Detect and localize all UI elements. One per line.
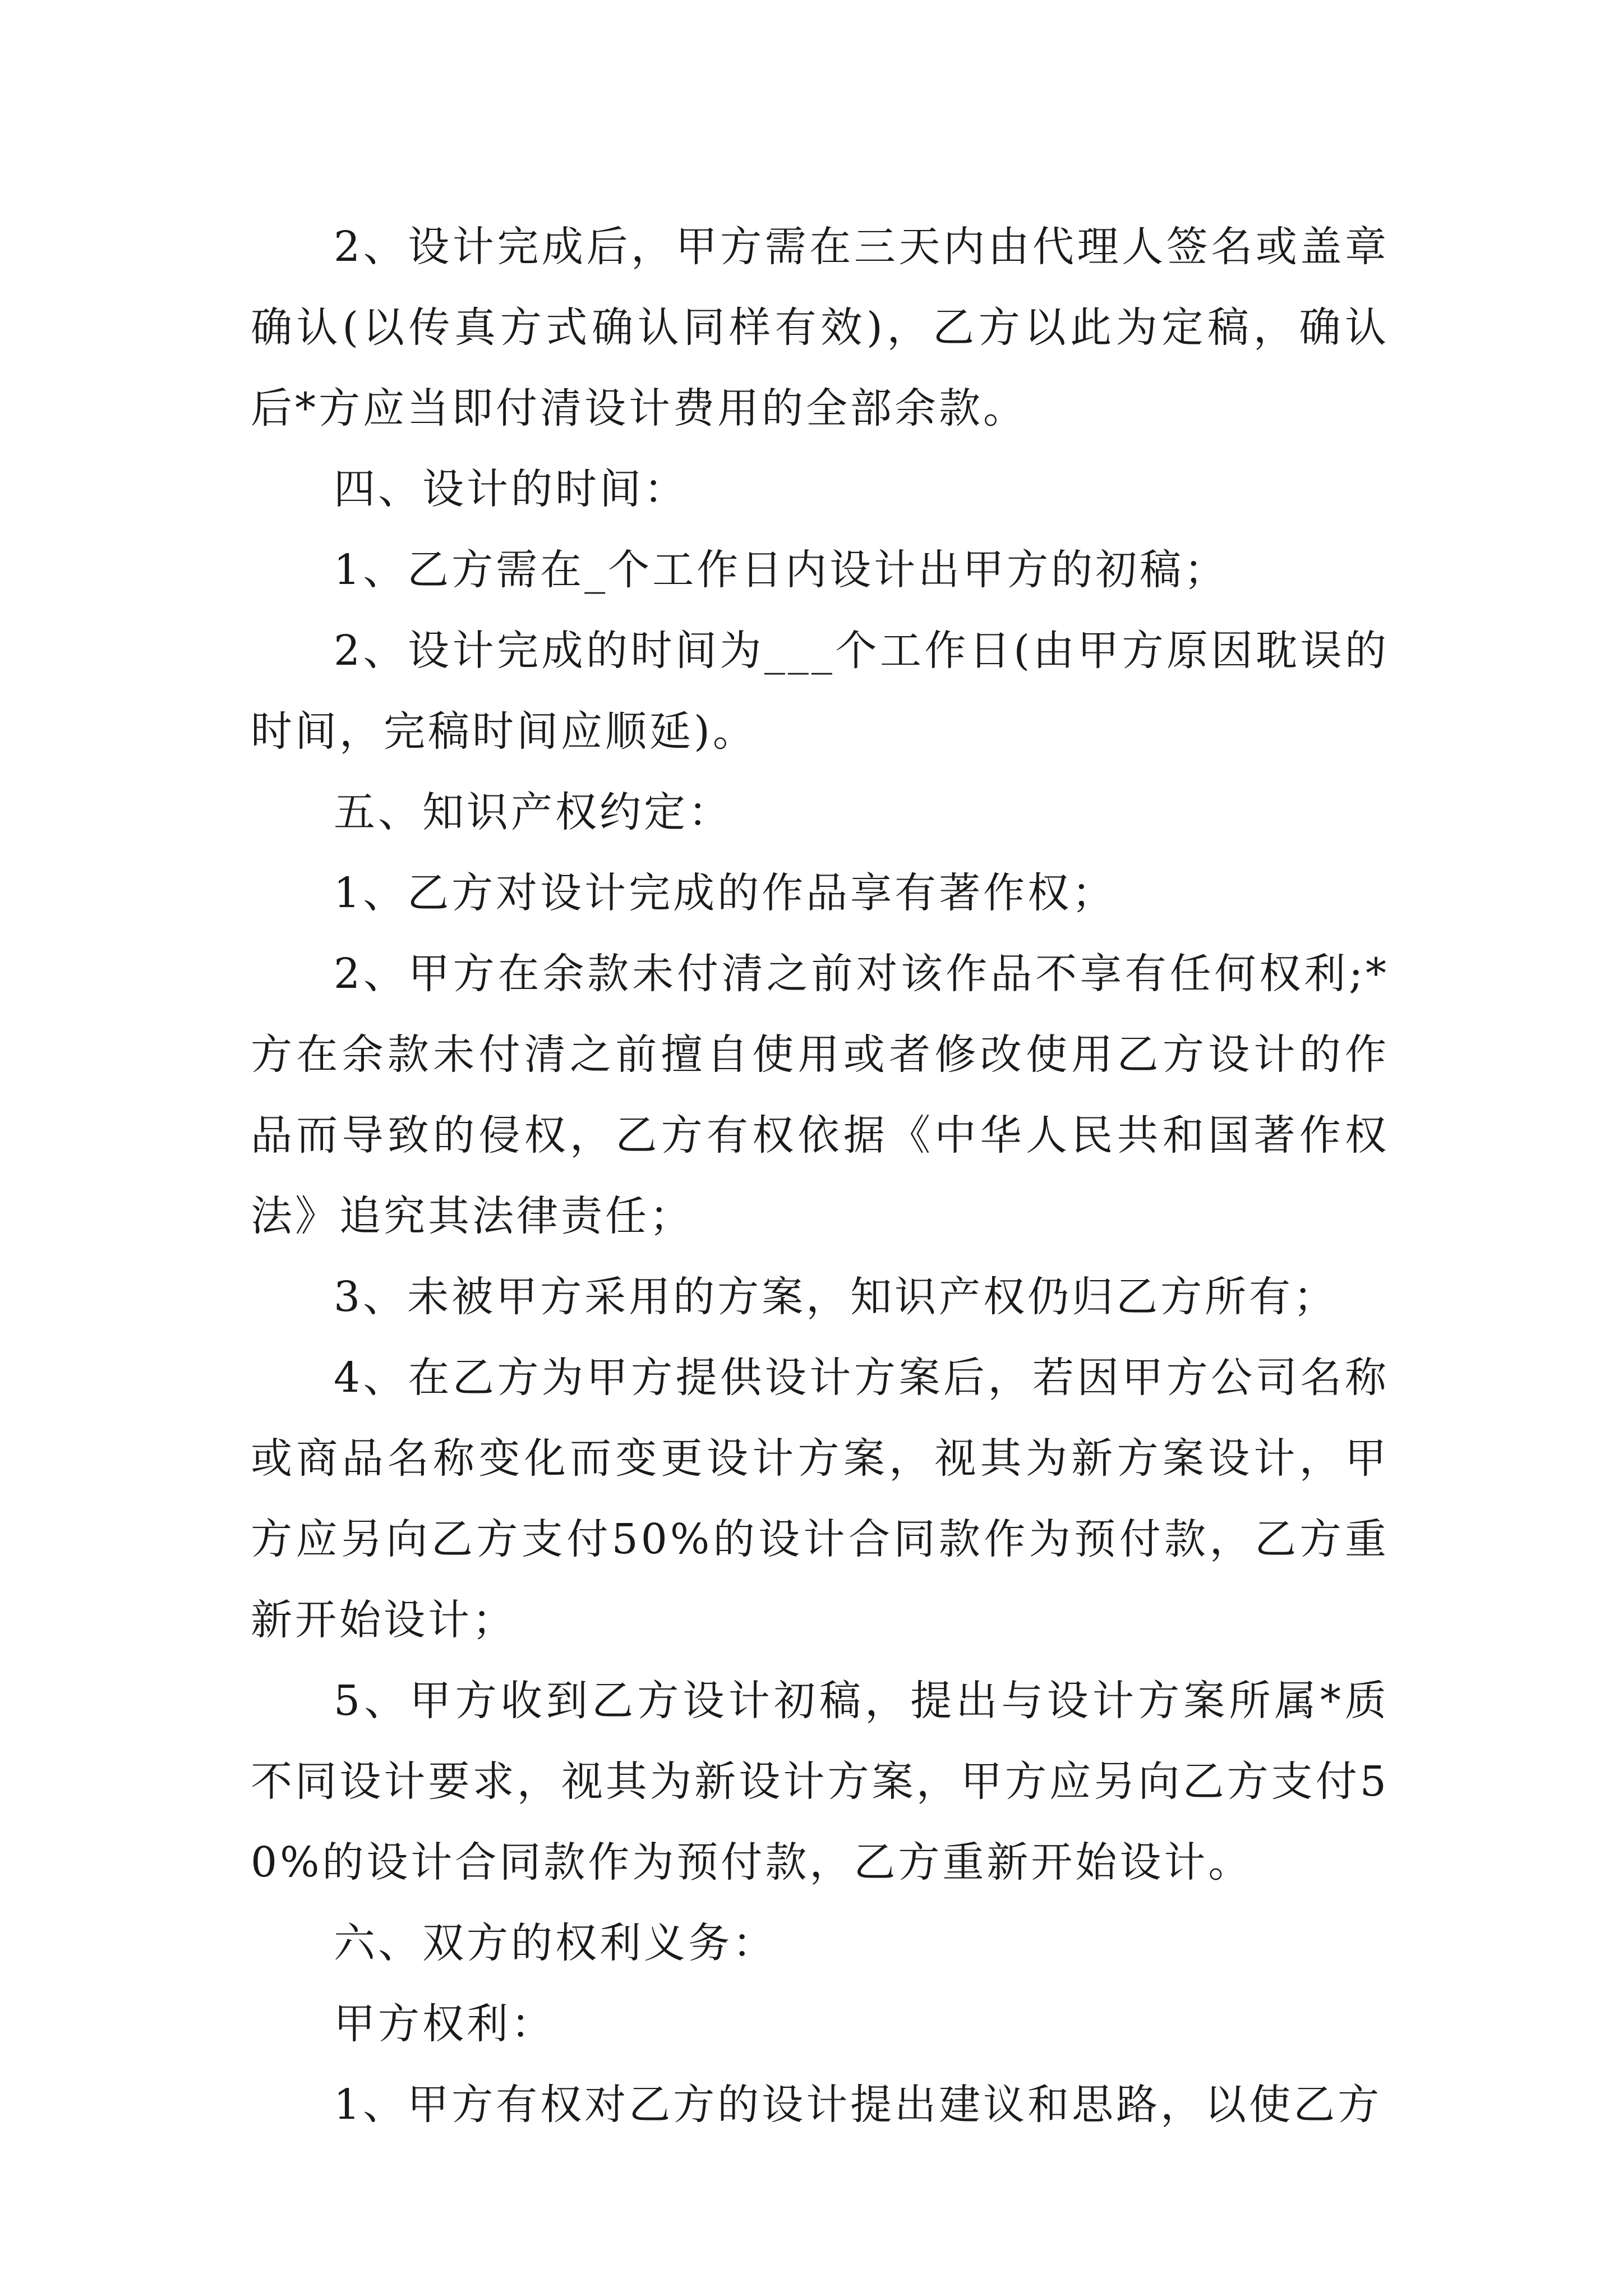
paragraph-name-change: 4、在乙方为甲方提供设计方案后，若因甲方公司名称或商品名称变化而变更设计方案，视其为新方案设计，甲方应另向乙方支付50%的设计合同款作为预付款，乙方重新开始设计；	[251, 1354, 1389, 1644]
document-body	[251, 206, 1389, 2145]
paragraph-first-draft-days: 1、乙方需在_个工作日内设计出甲方的初稿；	[334, 546, 1229, 594]
heading-design-time: 四、设计的时间：	[334, 465, 688, 513]
heading-intellectual-property: 五、知识产权约定：	[334, 788, 732, 836]
paragraph-party-a-suggestions: 1、甲方有权对乙方的设计提出建议和思路，以使乙方	[334, 2081, 1382, 2129]
paragraph-payment-confirmation: 2、设计完成后，甲方需在三天内由代理人签名或盖章确认(以传真方式确认同样有效)，乙方以此为定稿，确认后*方应当即付清设计费用的全部余款。	[251, 223, 1389, 432]
heading-party-a-rights: 甲方权利：	[334, 2000, 555, 2048]
paragraph-copyright-owner: 1、乙方对设计完成的作品享有著作权；	[334, 869, 1117, 917]
heading-rights-obligations: 六、双方的权利义务：	[334, 1919, 777, 1967]
paragraph-different-requirements: 5、甲方收到乙方设计初稿，提出与设计方案所属*质不同设计要求，视其为新设计方案，甲方应另向乙方支付50%的设计合同款作为预付款，乙方重新开始设计。	[251, 1677, 1389, 1887]
paragraph-unused-proposals: 3、未被甲方采用的方案，知识产权仍归乙方所有；	[334, 1273, 1338, 1321]
paragraph-unpaid-rights: 2、甲方在余款未付清之前对该作品不享有任何权利;*方在余款未付清之前擅自使用或者修改使用乙方设计的作品而导致的侵权，乙方有权依据《中华人民共和国著作权法》追究其法律责任；	[251, 950, 1389, 1240]
paragraph-completion-time: 2、设计完成的时间为___个工作日(由甲方原因耽误的时间，完稿时间应顺延)。	[251, 627, 1389, 756]
